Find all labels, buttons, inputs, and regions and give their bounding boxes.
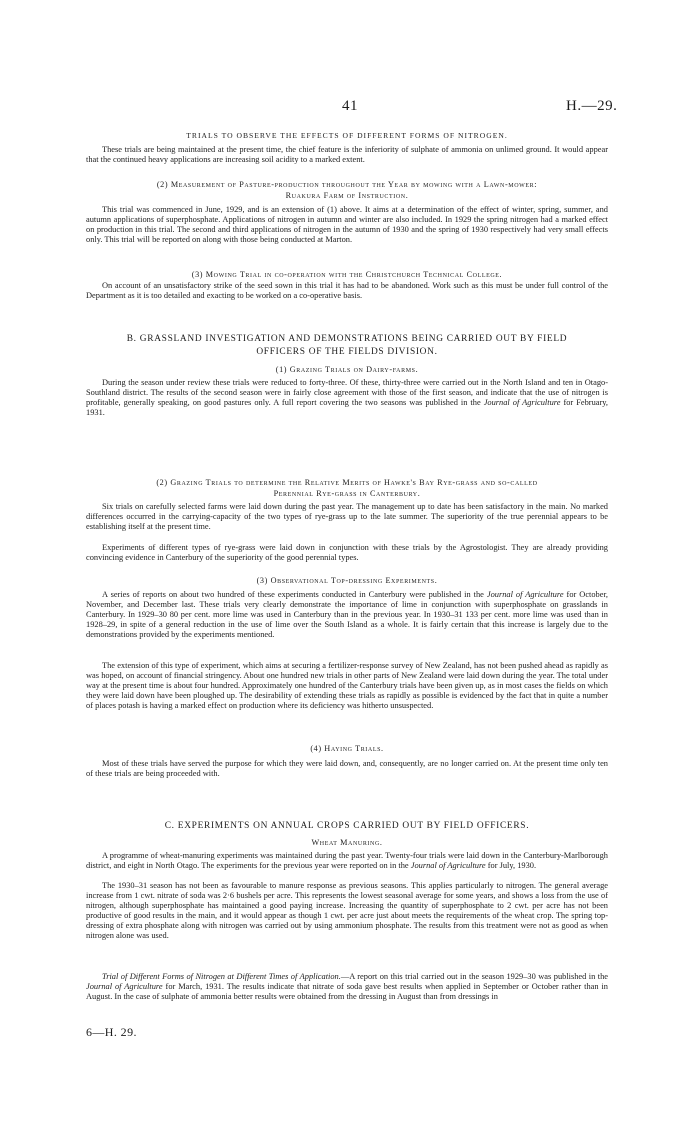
mowing-cooperation-heading: (3) Mowing Trial in co-operation with the Christchurch Technical College. [191,270,503,279]
section-c-title: C. EXPERIMENTS ON ANNUAL CROPS CARRIED OUT BY FIELD OFFICERS. [164,821,530,831]
ryegrass-trials-paragraph: Six trials on carefully selected farms were laid down during the past year. The management up to date has been satisfactory in the main. No marked differences occurred in the carrying-capacity of the two types of rye-grass up to the late summer. The superiority of the true perennial appears to be establishing itself at the present time. [86,502,608,532]
section-b-title-line2: OFFICERS OF THE FIELDS DIVISION. [256,347,438,357]
series-reference: H.—29. [566,98,618,114]
grazing-trials-paragraph: During the season under review these trials were reduced to forty-three. Of these, thirty-three were carried out in the North Island and ten in Otago-Southland district. The results of the second season were in fairly close agreement with those of the first season, and indicate that the use of nitrogen is profitable, generally speaking, on good pastures only. A full report covering the two seasons was published in the Journal of Agriculture for February, 1931. [86,378,609,418]
topdressing-heading: (3) Observational Top-dressing Experiments. [256,576,438,585]
signature-mark: 6—H. 29. [86,1025,137,1039]
topdressing-paragraph: A series of reports on about two hundred of these experiments conducted in Canterbury were published in the Journal of Agriculture for October, November, and December last. These trials very clearly demonstrate the importance of lime in conjunction with superphosphate on grasslands in Canterbury. In 1929–30 80 per cent. more lime was used in Canterbury than in the previous year. In 1930–31 133 per cent. more lime was used than in 1928–29, in spite of a general reduction in the use of lime over the South Island as a whole. It is fairly certain that this increase is largely due to the demonstrations provided by the experiments mentioned. [86,590,609,640]
mowing-measurement-heading: (2) Measurement of Pasture-production throughout the Year by mowing with a Lawn-mower: [156,180,538,189]
ryegrass-agrostologist-paragraph: Experiments of different types of rye-grass were laid down in conjunction with these trials by the Agrostologist. They are already providing convincing evidence in Canterbury of the superiority of the good perennial types. [86,543,608,563]
section-b-title-line1: B. GRASSLAND INVESTIGATION AND DEMONSTRATIONS BEING CARRIED OUT BY FIELD [126,334,568,344]
nitrogen-timing-paragraph: Trial of Different Forms of Nitrogen at Different Times of Application.—A report on this trial carried out in the season 1929–30 was published in the Journal of Agriculture for March, 1931. The results indicate that nitrate of soda gave best results when applied in September or October rather than in August. In the case of sulphate of ammonia better results were obtained from the dressing in August than from dressings in [86,972,609,1002]
nitrogen-forms-paragraph: These trials are being maintained at the present time, the chief feature is the inferiority of sulphate of ammonia on unlimed ground. It would appear that the continued heavy applications are increasing soil acidity to a marked extent. [86,145,608,165]
page-number: 41 [342,98,358,114]
nitrogen-forms-heading: TRIALS TO OBSERVE THE EFFECTS OF DIFFERENT FORMS OF NITROGEN. [186,131,508,140]
wheat-manuring-paragraph: A programme of wheat-manuring experiments was maintained during the past year. Twenty-four trials were laid down in the Canterbury-Marlborough district, and eight in North Otago. The experiments for the previous year were reported on in the Journal of Agriculture for July, 1930. [86,851,608,871]
mowing-cooperation-paragraph: On account of an unsatisfactory strike of the seed sown in this trial it has had to be abandoned. Work such as this must be under full control of the Department as it is too detailed and exacting to be worked on a co-operative basis. [86,281,608,301]
mowing-measurement-paragraph: This trial was commenced in June, 1929, and is an extension of (1) above. It aims at a determination of the effect of winter, spring, summer, and autumn applications of superphosphate. Applications of nitrogen in autumn and winter are also included. In 1929 the spring nitrogen had a marked effect on production in this trial. The second and third applications of nitrogen in the autumn of 1930 and the spring of 1930 respectively had very small effects only. This trial will be reported on along with those being conducted at Marton. [86,205,608,245]
mowing-measurement-subheading: Ruakura Farm of Instruction. [285,191,409,200]
haying-trials-paragraph: Most of these trials have served the purpose for which they were laid down, and, consequently, are no longer carried on. At the present time only ten of these trials are being proceeded with. [86,759,608,779]
wheat-manuring-heading: Wheat Manuring. [311,838,383,847]
ryegrass-trials-heading: (2) Grazing Trials to determine the Relative Merits of Hawke's Bay Rye-grass and so-called [156,478,538,487]
ryegrass-trials-subheading: Perennial Rye-grass in Canterbury. [273,489,421,498]
topdressing-extension-paragraph: The extension of this type of experiment, which aims at securing a fertilizer-response survey of New Zealand, has not been pushed ahead as rapidly as was hoped, on account of financial stringency. About one hundred new trials in other parts of New Zealand were laid down during the year. The total under way at the present time is about four hundred. Approximately one hundred of the Canterbury trials have been given up, as in most cases the fields on which they were laid down have been ploughed up. The desirability of extending these trials as rapidly as possible is evidenced by the fact that in quite a number of places potash is having a marked effect on production where its deficiency was hitherto unsuspected. [86,661,608,711]
haying-trials-heading: (4) Haying Trials. [310,744,384,753]
wheat-season-paragraph: The 1930–31 season has not been as favourable to manure response as previous seasons. This applies particularly to nitrogen. The general average increase from 1 cwt. nitrate of soda was 2·6 bushels per acre. This represents the lowest seasonal average for some years, and shows a loss from the use of nitrogen, although superphosphate has maintained a good paying increase. Increasing the quantity of superphosphate to 2 cwt. per acre has not been productive of good results in the main, and it would appear as though 1 cwt. per acre just about meets the requirements of the wheat crop. The spring top-dressing of extra phosphate along with nitrogen was carried out by using ammonium phosphate. The results from this treatment were not as good as when nitrogen alone was used. [86,881,608,941]
grazing-trials-heading: (1) Grazing Trials on Dairy-farms. [275,365,419,374]
